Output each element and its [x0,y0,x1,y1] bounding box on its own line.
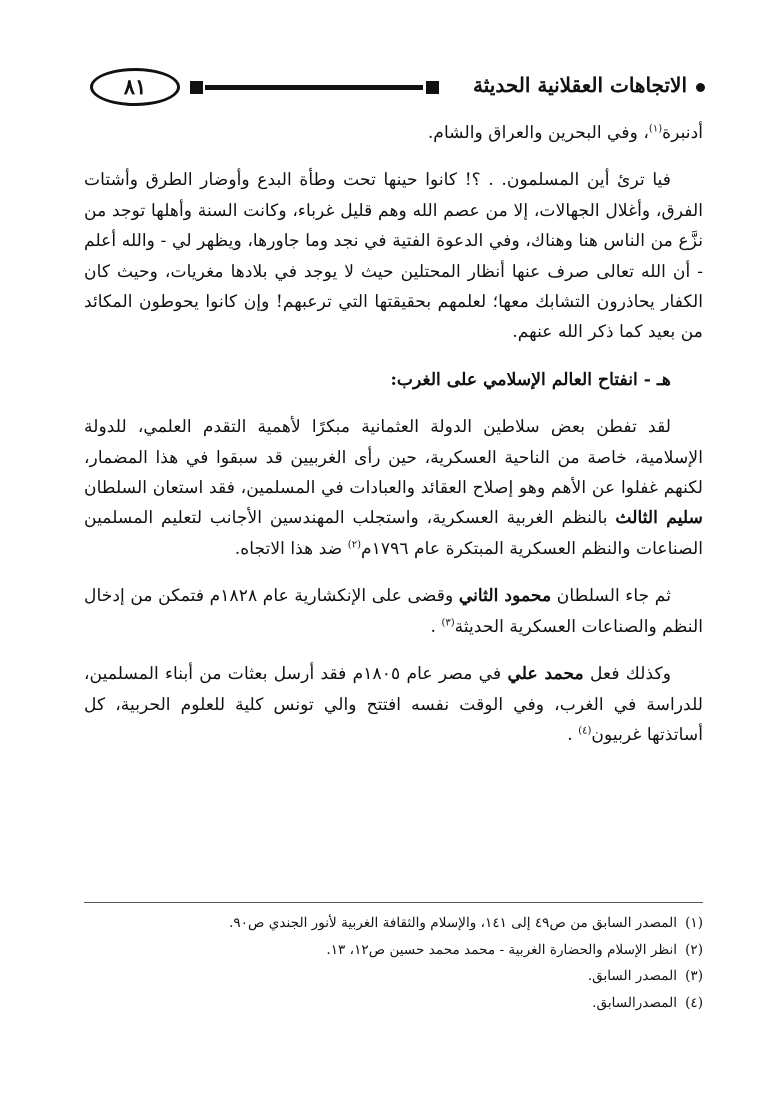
body-text [84,118,703,750]
footnote-number: (٣) [685,968,703,984]
paragraph: فيا ترئ أين المسلمون. . ؟! كانوا حينها تحت وطأة البدع وأوضار الطرق وأشتات الفرق، وأغلال الجهالات، إلا من عصم الله وهم قليل غرباء، وكانت السنة وأهلها توجد من نزَّع من الناس هنا وهناك، وفي الدعوة الفتية في نجد وما جاورها، ويظهر لي - والله أعلم - أن الله تعالى صرف عنها أنظار المحتلين حيث لا يوجد في بلادها مغريات، وحيث كان الكفار يحاذرون التشابك معها؛ لعلمهم بحقيقتها التي ترعبهم! وإن كانوا يحوطون المكائد من بعيد كما ذكر الله عنهم. [84,170,703,343]
footnote [84,910,703,937]
footnote-separator [84,902,703,903]
page-number: ٨١ [123,74,147,99]
paragraph [84,412,703,564]
text-run: وكذلك فعل [590,664,672,685]
text-run: ثم جاء السلطان [556,586,671,607]
footnote [84,990,703,1017]
footnote-number: (٤) [685,994,703,1011]
footnote-number: (١) [685,915,703,931]
footnote [84,963,703,990]
square-ornament-icon [190,81,203,94]
footnote-text: المصدر السابق. [587,968,678,984]
text-run: . [567,724,573,745]
footnote-number: (٢) [685,941,703,958]
person-name: محمد علي [507,664,584,685]
header-rule [205,85,423,90]
paragraph [84,659,703,750]
paragraph [84,581,703,642]
footnote-ref: (١) [648,123,663,135]
footnote-ref: (٢) [347,539,361,551]
person-name: محمود الثاني [458,586,552,607]
footnote-text: المصدرالسابق. [592,994,678,1011]
paragraph-continuation [84,118,703,148]
text-run: . [430,616,436,637]
text-run: ضد هذا الاتجاه. [234,538,343,559]
text-run: في مصر عام ١٨٠٥م فقد أرسل بعثات من أبناء المسلمين، للدراسة في الغرب، وفي الوقت نفسه افتتح والي تونس كلية للعلوم الحربية، كل أساتذتها غربيون [84,664,703,745]
footnote-text: انظر الإسلام والحضارة الغربية - محمد محمد حسين ص١٢، ١٣. [326,941,678,958]
text-run: بالنظم الغربية العسكرية، واستجلب المهندسين الأجانب لتعليم المسلمين الصناعات والنظم العسكرية المبتكرة عام ١٧٩٦م [84,508,703,559]
footnotes [84,910,703,1016]
running-title: الاتجاهات العقلانية الحديثة [473,73,687,97]
footnote-ref: (٤) [578,725,592,737]
footnote-text: المصدر السابق من ص٤٩ إلى ١٤١، والإسلام والثقافة الغربية لأنور الجندي ص٩٠. [229,915,678,931]
text-run: أدنبرة [662,123,703,143]
person-name: سليم الثالث [615,508,703,529]
running-header [90,68,705,108]
text-run: وقضى على الإنكشارية عام ١٨٢٨م فتمكن من إدخال النظم والصناعات العسكرية الحديثة [84,586,703,637]
square-ornament-icon [426,81,439,94]
page-number-frame [90,68,180,106]
bullet-icon [696,83,705,92]
section-subheading: هـ - انفتاح العالم الإسلامي على الغرب: [390,369,671,390]
text-run: لقد تفطن بعض سلاطين الدولة العثمانية مبكرًا لأهمية التقدم العلمي، للدولة الإسلامية، خاصة من الناحية العسكرية، حين رأى الغربيين قد سبقوا في هذا المضمار، لكنهم غفلوا عن الأهم وهو إصلاح العقائد والعبادات في المسلمين، فقد استعان السلطان [84,417,703,499]
footnote [84,937,703,964]
footnote-ref: (٣) [441,616,455,628]
text-run: ، وفي البحرين والعراق والشام. [427,123,649,143]
